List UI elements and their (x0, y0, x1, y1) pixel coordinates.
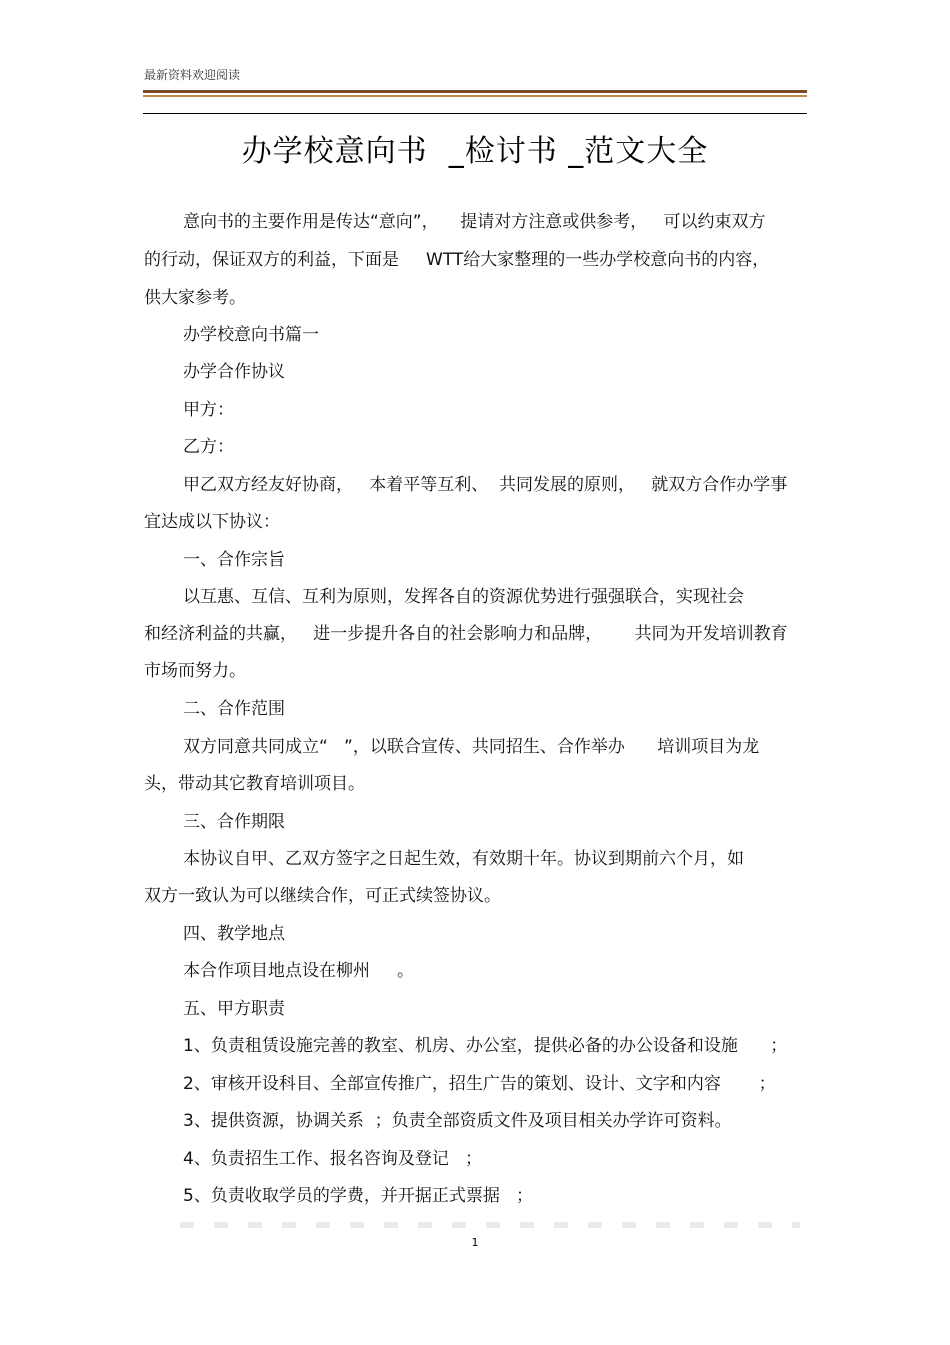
party-label-a: 甲方： (183, 400, 234, 420)
paragraph-line: 双方同意共同成立“ ”，以联合宣传、共同招生、合作举办 培训项目为龙 (183, 737, 760, 757)
paragraph-line: 甲乙双方经友好协商， 本着平等互利、 共同发展的原则， 就双方合作办学事 (183, 475, 788, 495)
list-item: 3、提供资源，协调关系 ；负责全部资质文件及项目相关办学许可资料。 (183, 1111, 732, 1131)
header-rule-dark (143, 90, 807, 93)
list-item: 4、负责招生工作、报名咨询及登记 ； (183, 1149, 483, 1169)
paragraph-line: 本合作项目地点设在柳州 。 (183, 961, 415, 981)
section-heading: 三、合作期限 (183, 812, 285, 832)
paragraph-line: 本协议自甲、乙双方签字之日起生效，有效期十年。协议到期前六个月，如 (183, 849, 744, 869)
section-heading: 二、合作范围 (183, 699, 285, 719)
cut-off-text-fragment (180, 1222, 800, 1228)
paragraph-line: 双方一致认为可以继续合作，可正式续签协议。 (144, 886, 501, 906)
party-label-b: 乙方： (183, 437, 234, 457)
list-item: 5、负责收取学员的学费，并开据正式票据 ； (183, 1186, 534, 1206)
list-item: 2、审核开设科目、全部宣传推广，招生广告的策划、设计、文字和内容 ； (183, 1074, 776, 1094)
section-heading: 办学校意向书篇一 (183, 325, 319, 345)
document-title: 办学校意向书 _检讨书 _范文大全 (241, 134, 709, 169)
paragraph-line: 的行动，保证双方的利益，下面是 WTT给大家整理的一些办学校意向书的内容， (144, 250, 770, 270)
header-rule-thin (143, 113, 807, 114)
paragraph-line: 以互惠、互信、互利为原则，发挥各自的资源优势进行强强联合，实现社会 (183, 587, 744, 607)
running-header: 最新资料欢迎阅读 (144, 68, 241, 82)
section-heading: 四、教学地点 (183, 924, 285, 944)
paragraph-line: 市场而努力。 (144, 661, 246, 681)
paragraph-line: 意向书的主要作用是传达“意向”， 提请对方注意或供参考， 可以约束双方 (183, 212, 766, 232)
paragraph-line: 宜达成以下协议： (144, 512, 280, 532)
page-number: 1 (471, 1236, 479, 1249)
paragraph-line: 头，带动其它教育培训项目。 (144, 774, 365, 794)
section-heading: 五、甲方职责 (183, 999, 285, 1019)
header-rule-light (143, 95, 807, 97)
section-heading: 一、合作宗旨 (183, 550, 285, 570)
paragraph-line: 和经济利益的共赢， 进一步提升各自的社会影响力和品牌， 共同为开发培训教育 (144, 624, 788, 644)
section-heading: 办学合作协议 (183, 362, 285, 382)
paragraph-line: 供大家参考。 (144, 288, 246, 308)
list-item: 1、负责租赁设施完善的教室、机房、办公室，提供必备的办公设备和设施 ； (183, 1036, 788, 1056)
